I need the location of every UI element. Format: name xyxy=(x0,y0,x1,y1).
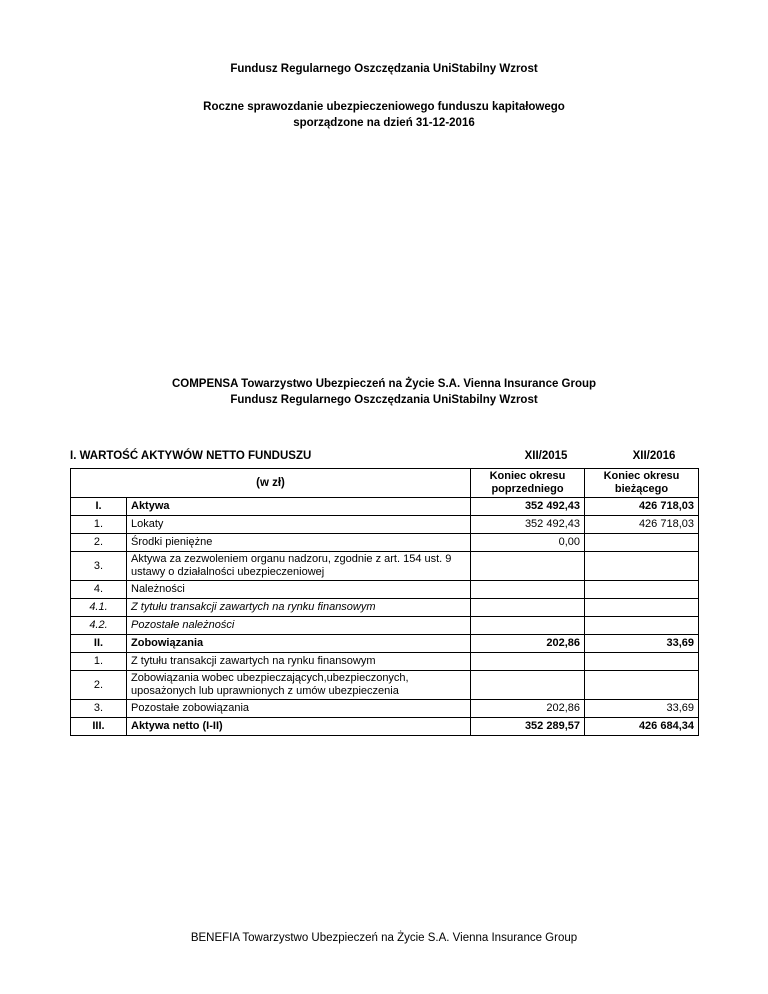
company-line-2: Fundusz Regularnego Oszczędzania UniStabilny Wzrost xyxy=(230,394,538,406)
row-value-previous xyxy=(471,552,585,581)
table-row xyxy=(71,718,699,736)
row-description: Aktywa za zezwoleniem organu nadzoru, zgodnie z art. 154 ust. 9 ustawy o działalności ubezpieczeniowej xyxy=(127,552,471,581)
table-row xyxy=(71,617,699,635)
row-description: Zobowiązania wobec ubezpieczających,ubezpieczonych, uposażonych lub uprawnionych z umów ubezpieczenia xyxy=(127,671,471,700)
row-description: Lokaty xyxy=(127,516,471,534)
table-row xyxy=(71,552,699,581)
section-heading-row xyxy=(70,450,698,466)
row-value-current xyxy=(585,581,699,599)
table-header-row xyxy=(71,469,699,498)
row-value-current: 33,69 xyxy=(585,635,699,653)
row-value-current xyxy=(585,552,699,581)
subtitle-line-1: Roczne sprawozdanie ubezpieczeniowego funduszu kapitałowego xyxy=(203,101,565,113)
row-value-current: 426 718,03 xyxy=(585,498,699,516)
row-value-current xyxy=(585,534,699,552)
row-number: I. xyxy=(71,498,127,516)
row-number: 1. xyxy=(71,516,127,534)
column-header-current-line2: bieżącego xyxy=(614,483,669,495)
row-value-current xyxy=(585,653,699,671)
table-row xyxy=(71,599,699,617)
row-number: III. xyxy=(71,718,127,736)
row-value-current: 33,69 xyxy=(585,700,699,718)
row-value-previous xyxy=(471,599,585,617)
subtitle-line-2: sporządzone na dzień 31-12-2016 xyxy=(293,117,475,129)
row-description: Aktywa netto (I-II) xyxy=(127,718,471,736)
row-description: Z tytułu transakcji zawartych na rynku finansowym xyxy=(127,653,471,671)
row-number: 4.2. xyxy=(71,617,127,635)
table-row xyxy=(71,671,699,700)
row-value-current xyxy=(585,599,699,617)
table-row xyxy=(71,498,699,516)
row-description: Z tytułu transakcji zawartych na rynku finansowym xyxy=(127,599,471,617)
row-value-previous: 0,00 xyxy=(471,534,585,552)
row-number: 4. xyxy=(71,581,127,599)
row-value-previous: 202,86 xyxy=(471,700,585,718)
row-number: 2. xyxy=(71,671,127,700)
column-header-current xyxy=(585,469,699,498)
row-value-current: 426 718,03 xyxy=(585,516,699,534)
row-value-previous xyxy=(471,671,585,700)
row-description: Aktywa xyxy=(127,498,471,516)
row-value-previous: 352 289,57 xyxy=(471,718,585,736)
column-header-previous-line2: poprzedniego xyxy=(491,483,564,495)
row-value-previous xyxy=(471,617,585,635)
row-description: Pozostałe należności xyxy=(127,617,471,635)
table-row xyxy=(71,700,699,718)
row-description: Pozostałe zobowiązania xyxy=(127,700,471,718)
row-value-current xyxy=(585,617,699,635)
row-description: Zobowiązania xyxy=(127,635,471,653)
row-number: 1. xyxy=(71,653,127,671)
row-number: 3. xyxy=(71,700,127,718)
company-line-1: COMPENSA Towarzystwo Ubezpieczeń na Życie S.A. Vienna Insurance Group xyxy=(171,378,597,390)
row-value-previous: 202,86 xyxy=(471,635,585,653)
net-assets-table xyxy=(70,468,699,736)
row-description: Należności xyxy=(127,581,471,599)
row-value-previous xyxy=(471,653,585,671)
document-footer: BENEFIA Towarzystwo Ubezpieczeń na Życie S.A. Vienna Insurance Group xyxy=(190,932,578,944)
row-value-current: 426 684,34 xyxy=(585,718,699,736)
table-row xyxy=(71,653,699,671)
column-header-previous xyxy=(471,469,585,498)
row-value-previous xyxy=(471,581,585,599)
period-label-current: XII/2016 xyxy=(632,450,676,462)
row-value-previous: 352 492,43 xyxy=(471,516,585,534)
row-number: 3. xyxy=(71,552,127,581)
unit-label: (w zł) xyxy=(71,469,471,498)
row-number: 2. xyxy=(71,534,127,552)
column-header-current-line1: Koniec okresu xyxy=(603,470,680,482)
document-header xyxy=(0,62,768,131)
page-title: Fundusz Regularnego Oszczędzania UniStabilny Wzrost xyxy=(230,63,538,75)
table-row xyxy=(71,534,699,552)
row-value-current xyxy=(585,671,699,700)
section-title: I. WARTOŚĆ AKTYWÓW NETTO FUNDUSZU xyxy=(70,450,312,462)
document-subtitle xyxy=(0,99,768,131)
row-number: II. xyxy=(71,635,127,653)
column-header-previous-line1: Koniec okresu xyxy=(489,470,566,482)
table-row xyxy=(71,516,699,534)
net-assets-table-wrapper xyxy=(70,468,698,736)
period-label-previous: XII/2015 xyxy=(524,450,568,462)
company-block xyxy=(0,376,768,408)
table-row xyxy=(71,635,699,653)
row-value-previous: 352 492,43 xyxy=(471,498,585,516)
row-number: 4.1. xyxy=(71,599,127,617)
row-description: Środki pieniężne xyxy=(127,534,471,552)
table-row xyxy=(71,581,699,599)
